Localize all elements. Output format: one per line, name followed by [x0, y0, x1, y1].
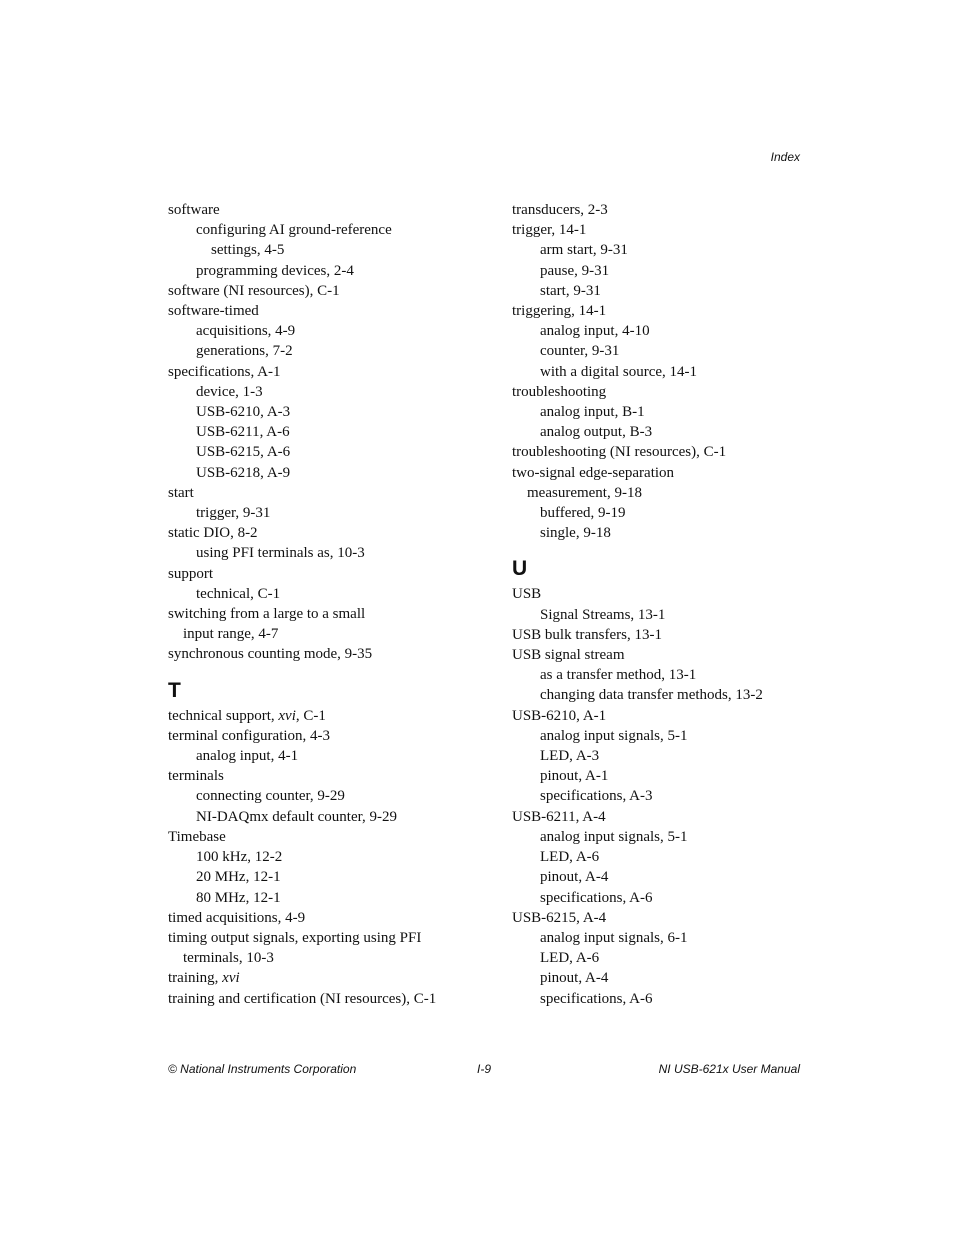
- index-entry: timing output signals, exporting using PFI: [168, 929, 422, 946]
- index-subentry: connecting counter, 9-29: [196, 788, 345, 805]
- index-entry: troubleshooting (NI resources), C-1: [512, 444, 727, 461]
- index-subentry: pause, 9-31: [540, 262, 610, 279]
- index-letter-heading: U: [512, 557, 528, 581]
- index-entry: support: [168, 565, 213, 582]
- index-subentry: settings, 4-5: [211, 242, 285, 259]
- index-entry: USB bulk transfers, 13-1: [512, 626, 662, 643]
- index-entry: static DIO, 8-2: [168, 525, 258, 542]
- index-entry-text: , C-1: [295, 707, 326, 724]
- index-subentry: pinout, A-4: [540, 970, 609, 987]
- index-entry: Timebase: [168, 828, 226, 845]
- index-subentry: analog input, 4-10: [540, 323, 650, 340]
- index-subentry: arm start, 9-31: [540, 242, 628, 259]
- index-subentry: using PFI terminals as, 10-3: [196, 545, 365, 562]
- index-entry-italic-ref: xvi: [222, 970, 240, 987]
- index-subentry: configuring AI ground-reference: [196, 222, 392, 239]
- index-entry: triggering, 14-1: [512, 303, 607, 320]
- index-subentry: analog output, B-3: [540, 424, 653, 441]
- index-subentry: buffered, 9-19: [540, 505, 626, 522]
- index-subentry: device, 1-3: [196, 383, 263, 400]
- index-subentry: pinout, A-4: [540, 869, 609, 886]
- index-subentry: specifications, A-6: [540, 889, 653, 906]
- index-subentry: specifications, A-6: [540, 990, 653, 1007]
- index-subentry: LED, A-6: [540, 849, 600, 866]
- index-entry: start: [168, 484, 194, 501]
- index-subentry: 20 MHz, 12-1: [196, 869, 281, 886]
- index-subentry: counter, 9-31: [540, 343, 620, 360]
- index-subentry: with a digital source, 14-1: [540, 363, 698, 380]
- index-entry-text: training,: [168, 970, 223, 987]
- index-subentry: analog input, 4-1: [196, 748, 299, 765]
- index-subentry: specifications, A-3: [540, 788, 653, 805]
- index-subentry: acquisitions, 4-9: [196, 323, 296, 340]
- index-subentry: changing data transfer methods, 13-2: [540, 687, 763, 704]
- index-subentry: pinout, A-1: [540, 768, 609, 785]
- index-subentry: USB-6218, A-9: [196, 464, 291, 481]
- index-entry: software: [168, 202, 220, 218]
- index-subentry: Signal Streams, 13-1: [540, 606, 666, 623]
- index-entry: trigger, 14-1: [512, 222, 587, 239]
- index-entry: troubleshooting: [512, 383, 607, 400]
- index-entry: transducers, 2-3: [512, 202, 608, 218]
- index-entry: USB-6210, A-1: [512, 707, 607, 724]
- index-letter-heading: T: [168, 678, 181, 702]
- index-subentry: analog input signals, 6-1: [540, 929, 688, 946]
- index-subentry: as a transfer method, 13-1: [540, 667, 697, 684]
- index-entry: USB-6211, A-4: [512, 808, 606, 825]
- index-subentry: technical, C-1: [196, 585, 281, 602]
- index-entry: terminal configuration, 4-3: [168, 727, 331, 744]
- index-subentry: USB-6210, A-3: [196, 404, 291, 421]
- index-entry: synchronous counting mode, 9-35: [168, 646, 373, 663]
- index-entry: measurement, 9-18: [527, 484, 642, 501]
- index-entry: USB: [512, 586, 542, 603]
- index-entry: terminals, 10-3: [183, 950, 274, 967]
- index-entry-text: technical support,: [168, 707, 279, 724]
- index-entry: USB signal stream: [512, 647, 625, 664]
- index-subentry: programming devices, 2-4: [196, 262, 354, 279]
- index-subentry: analog input signals, 5-1: [540, 828, 688, 845]
- index-entry: switching from a large to a small: [168, 606, 366, 623]
- footer-manual-title: NI USB-621x User Manual: [658, 1062, 800, 1076]
- footer-copyright: © National Instruments Corporation: [168, 1062, 357, 1076]
- index-entry: [168, 706, 488, 726]
- running-head: Index: [770, 150, 800, 164]
- index-entry: two-signal edge-separation: [512, 464, 675, 481]
- page-number: I-9: [477, 1062, 492, 1076]
- index-subentry: LED, A-6: [540, 950, 600, 967]
- index-entry: USB-6215, A-4: [512, 909, 607, 926]
- index-subentry: USB-6211, A-6: [196, 424, 290, 441]
- index-subentry: trigger, 9-31: [196, 505, 271, 522]
- index-entry-italic-ref: xvi: [278, 707, 296, 724]
- index-subentry: analog input, B-1: [540, 404, 645, 421]
- index-subentry: analog input signals, 5-1: [540, 727, 688, 744]
- index-subentry: single, 9-18: [540, 525, 611, 542]
- index-subentry: start, 9-31: [540, 282, 601, 299]
- index-subentry: 100 kHz, 12-2: [196, 849, 283, 866]
- index-subentry: 80 MHz, 12-1: [196, 889, 281, 906]
- index-entry: timed acquisitions, 4-9: [168, 909, 306, 926]
- index-entry: software-timed: [168, 303, 259, 320]
- index-entry: [168, 968, 488, 988]
- index-entry: software (NI resources), C-1: [168, 282, 340, 299]
- index-column-left: [168, 200, 488, 1009]
- index-subentry: generations, 7-2: [196, 343, 293, 360]
- index-subentry: LED, A-3: [540, 748, 600, 765]
- index-subentry: USB-6215, A-6: [196, 444, 291, 461]
- index-entry: specifications, A-1: [168, 363, 281, 380]
- index-entry: terminals: [168, 768, 224, 785]
- index-entry: training and certification (NI resources), C-1: [168, 990, 437, 1007]
- index-column-right: [512, 200, 812, 1009]
- index-entry: input range, 4-7: [183, 626, 279, 643]
- index-subentry: NI-DAQmx default counter, 9-29: [196, 808, 398, 825]
